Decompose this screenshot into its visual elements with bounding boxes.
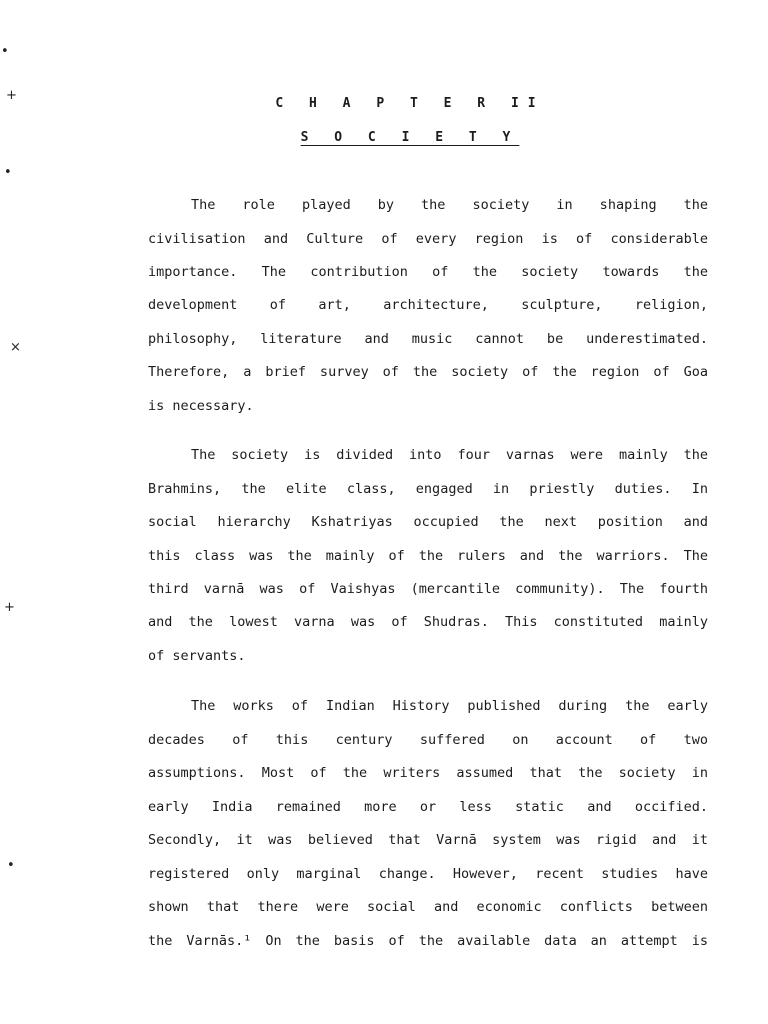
paragraph-2-line: and the lowest varna was of Shudras. This constituted mainly bbox=[148, 614, 708, 630]
paragraph-3-line: shown that there were social and economic conflicts between bbox=[148, 899, 708, 915]
paragraph-1-line: development of art, architecture, sculpture, religion, bbox=[148, 297, 708, 313]
chapter-title: S O C I E T Y bbox=[300, 130, 520, 145]
paragraph-2-line: third varnā was of Vaishyas (mercantile community). The fourth bbox=[148, 581, 708, 597]
paragraph-3-line: The works of Indian History published during the early bbox=[191, 698, 708, 714]
paragraph-2-line: this class was the mainly of the rulers and the warriors. The bbox=[148, 548, 708, 564]
paragraph-2-line: The society is divided into four varnas were mainly the bbox=[191, 447, 708, 463]
paragraph-1-line: philosophy, literature and music cannot be underestimated. bbox=[148, 331, 708, 347]
paragraph-2-line: Brahmins, the elite class, engaged in priestly duties. In bbox=[148, 481, 708, 497]
paragraph-3-line: assumptions. Most of the writers assumed that the society in bbox=[148, 765, 708, 781]
paragraph-3-line: registered only marginal change. However, recent studies have bbox=[148, 866, 708, 882]
paragraph-3-line: decades of this century suffered on account of two bbox=[148, 732, 708, 748]
paragraph-1-line: Therefore, a brief survey of the society of the region of Goa bbox=[148, 364, 708, 380]
scan-speck-mark: + bbox=[6, 88, 17, 103]
paragraph-1-line: is necessary. bbox=[148, 398, 254, 414]
paragraph-3-line: early India remained more or less static and occified. bbox=[148, 799, 708, 815]
paragraph-1-line: The role played by the society in shaping the bbox=[191, 197, 708, 213]
paragraph-2-line: of servants. bbox=[148, 648, 246, 664]
paragraph-3-line: the Varnās.¹ On the basis of the available data an attempt is bbox=[148, 933, 708, 949]
scan-speck-mark: • bbox=[4, 165, 12, 180]
scan-speck-mark: • bbox=[1, 44, 9, 59]
scan-speck-mark: × bbox=[10, 340, 21, 355]
scan-speck-mark: + bbox=[4, 600, 15, 615]
paragraph-3-line: Secondly, it was believed that Varnā system was rigid and it bbox=[148, 832, 708, 848]
paragraph-1-line: civilisation and Culture of every region is of considerable bbox=[148, 231, 708, 247]
chapter-heading: C H A P T E R II bbox=[275, 96, 545, 111]
paragraph-1-line: importance. The contribution of the society towards the bbox=[148, 264, 708, 280]
scan-speck-mark: • bbox=[7, 858, 15, 873]
paragraph-2-line: social hierarchy Kshatriyas occupied the next position and bbox=[148, 514, 708, 530]
